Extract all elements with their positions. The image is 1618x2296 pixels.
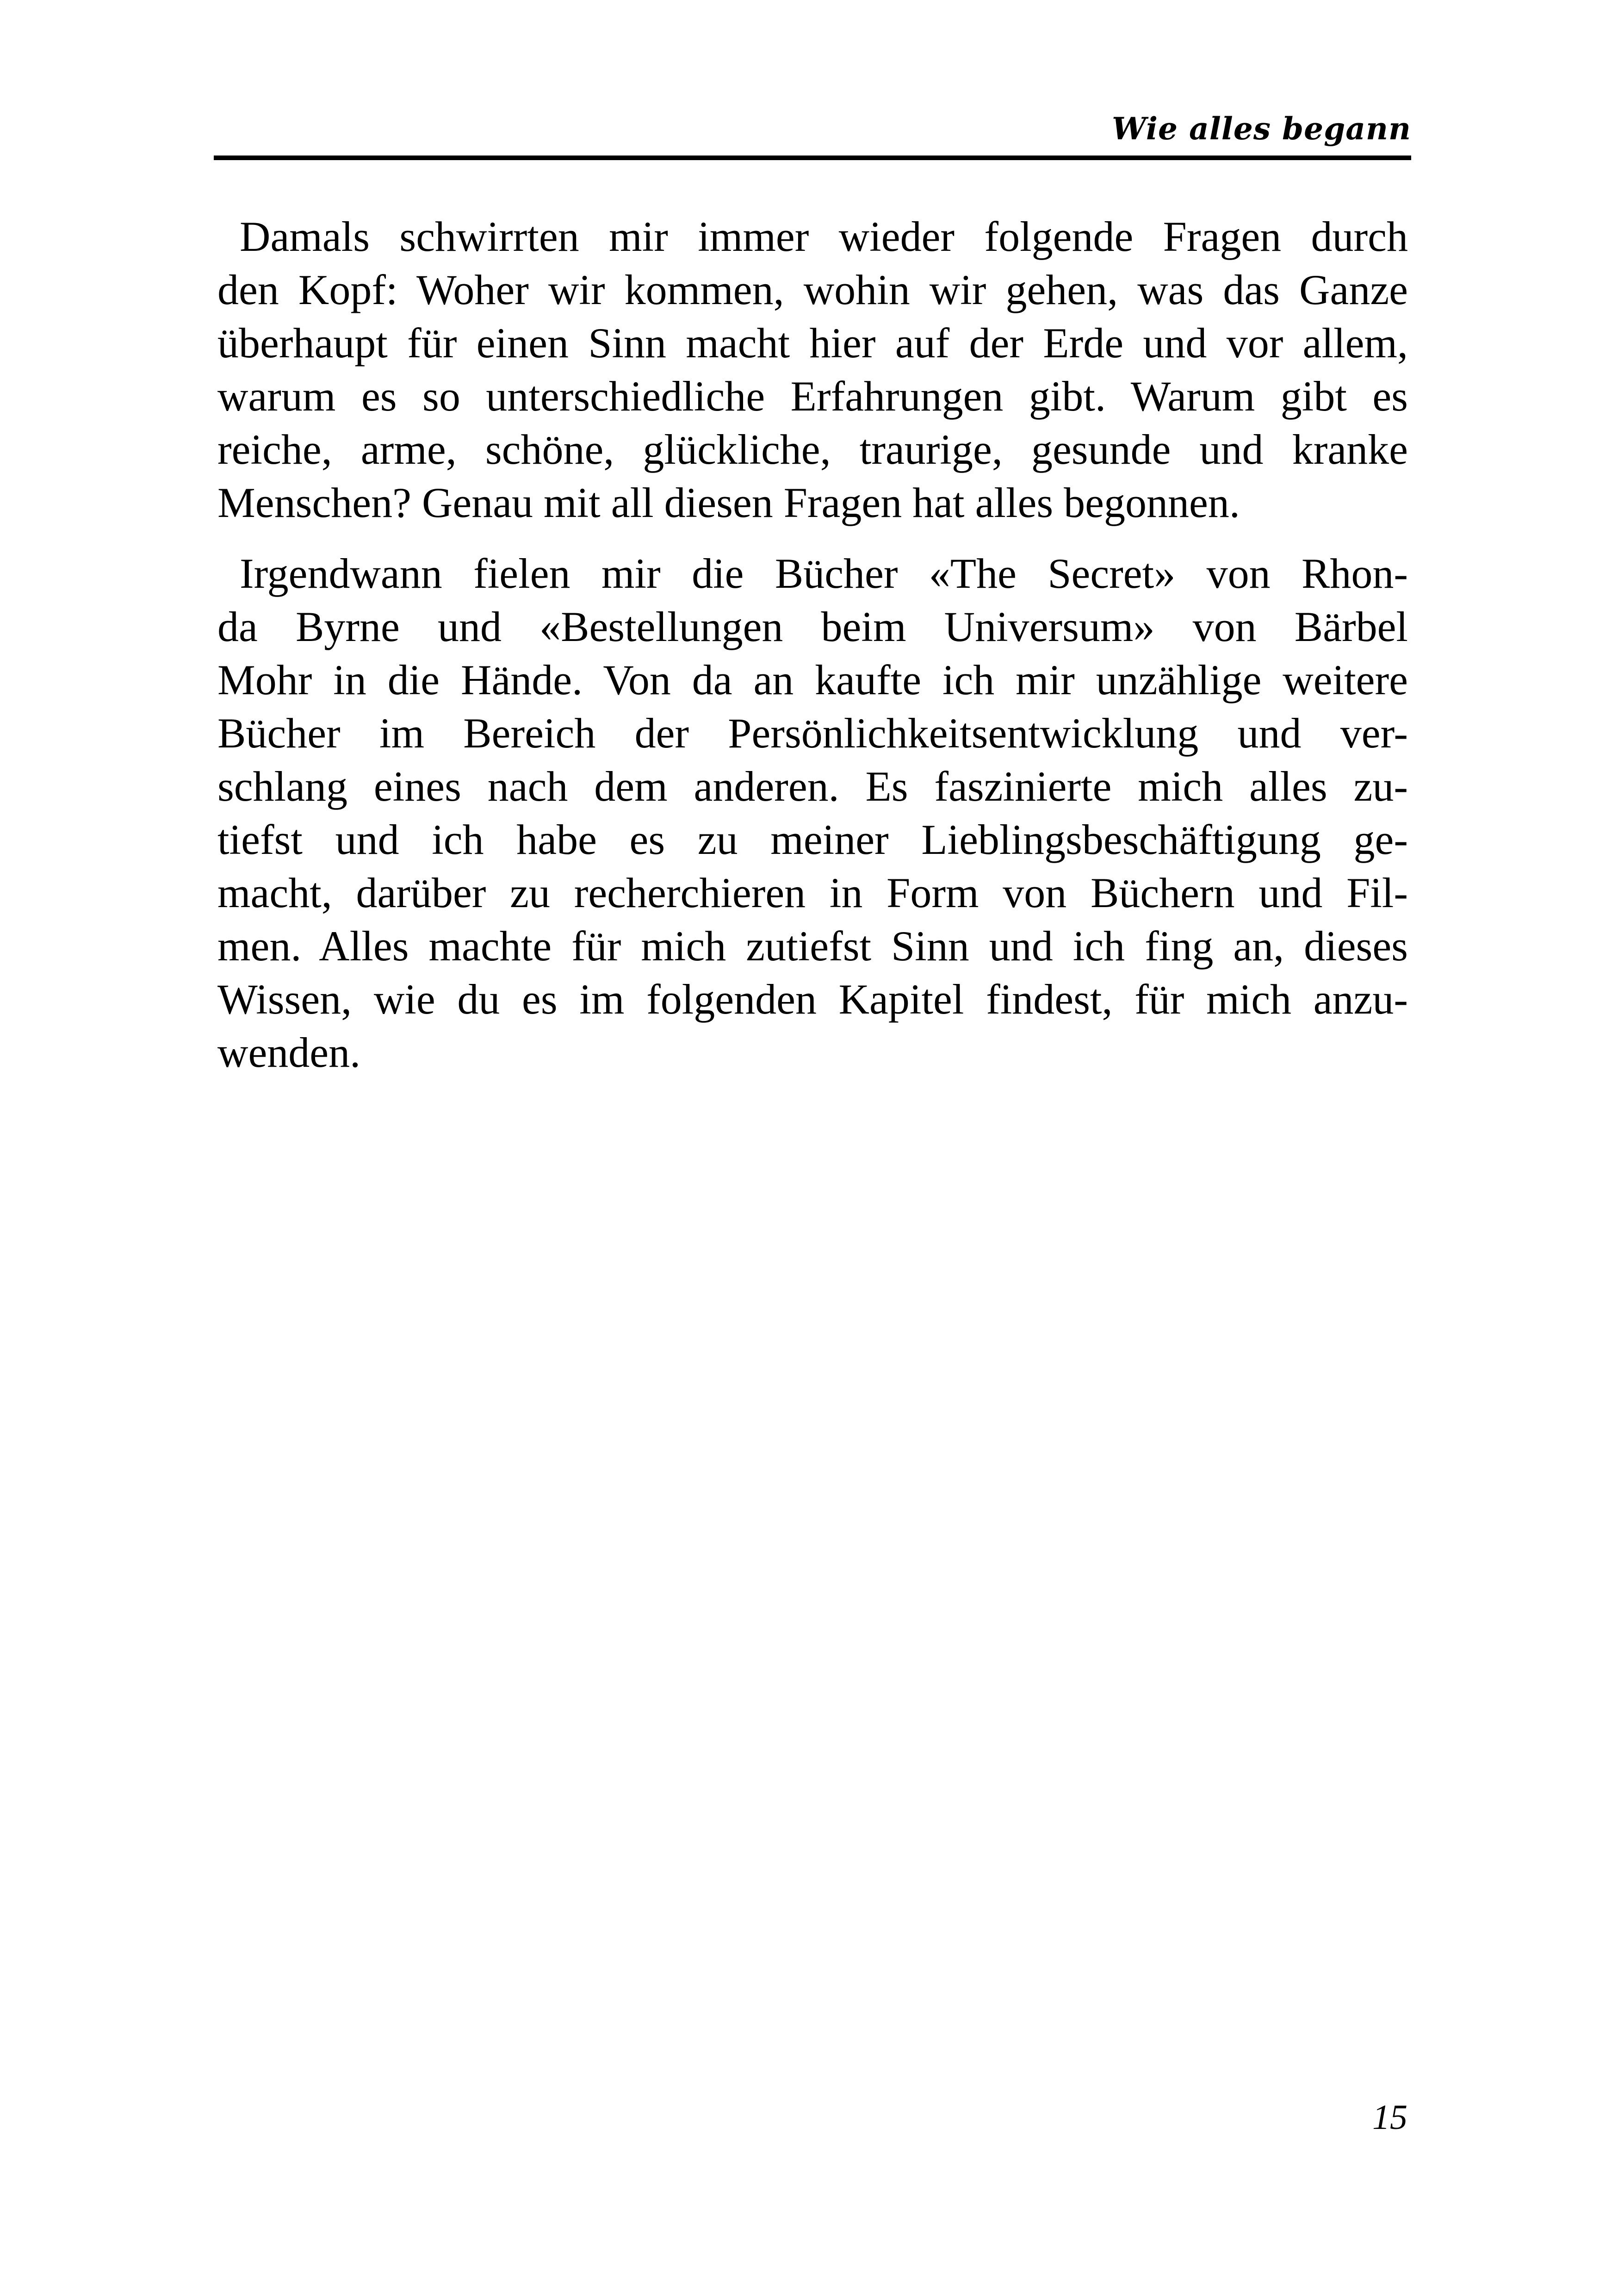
running-title: Wie alles begann (1111, 111, 1411, 147)
running-header (214, 97, 1411, 157)
paragraph-2-line-5: schlang eines nach dem anderen. Es faszinierte mich alles zu- (217, 763, 1408, 810)
paragraph-1-line-4: warum es so unterschiedliche Erfahrungen gibt. Warum gibt es (217, 373, 1408, 420)
header-rule (214, 156, 1411, 160)
paragraph-2-line-3: Mohr in die Hände. Von da an kaufte ich mir unzählige weitere (217, 656, 1408, 703)
paragraph-2-line-4: Bücher im Bereich der Persönlichkeitsentwicklung und ver- (217, 709, 1408, 757)
paragraph-1-line-3: überhaupt für einen Sinn macht hier auf der Erde und vor allem, (217, 319, 1408, 367)
paragraph-2-line-9: Wissen, wie du es im folgenden Kapitel findest, für mich anzu- (217, 976, 1408, 1023)
page-number: 15 (1372, 2098, 1407, 2137)
paragraph-1-line-5: reiche, arme, schöne, glückliche, traurige, gesunde und kranke (217, 426, 1408, 473)
paragraph-2-line-7: macht, darüber zu recherchieren in Form von Büchern und Fil- (217, 869, 1408, 916)
paragraph-1-line-1: Damals schwirrten mir immer wieder folgende Fragen durch (240, 213, 1408, 260)
paragraph-2-line-8: men. Alles machte für mich zutiefst Sinn und ich fing an, dieses (217, 922, 1408, 970)
paragraph-2-line-2: da Byrne und «Bestellungen beim Universum» von Bärbel (217, 603, 1408, 650)
body-text (217, 210, 1408, 1079)
paragraph-2-line-10: wenden. (217, 1029, 361, 1076)
paragraph-1 (217, 210, 1408, 529)
paragraph-2 (217, 547, 1408, 1079)
paragraph-2-line-1: Irgendwann fielen mir die Bücher «The Secret» von Rhon- (240, 550, 1408, 597)
paragraph-2-line-6: tiefst und ich habe es zu meiner Lieblingsbeschäftigung ge- (217, 816, 1408, 863)
paragraph-1-line-6: Menschen? Genau mit all diesen Fragen hat alles begonnen. (217, 479, 1240, 526)
paragraph-1-line-2: den Kopf: Woher wir kommen, wohin wir gehen, was das Ganze (217, 266, 1408, 313)
